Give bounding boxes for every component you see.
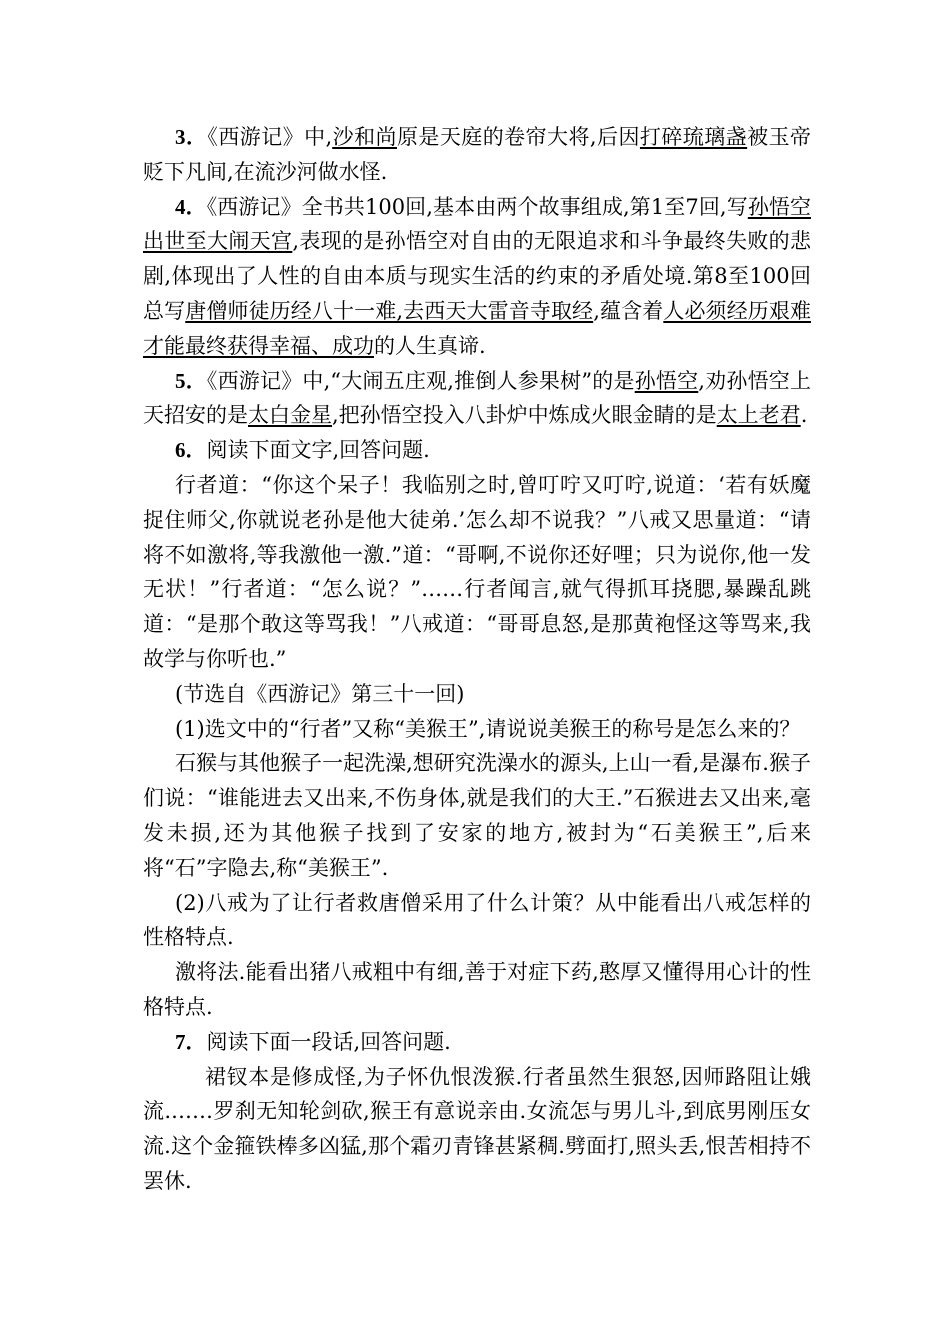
question-number: 7． — [175, 1029, 207, 1054]
answer-blank: 唐僧师徒历经八十一难,去西天大雷音寺取经 — [185, 298, 594, 323]
answer-blank: 太上老君 — [716, 403, 801, 428]
question-6-sub2-question: (2)八戒为了让行者救唐僧采用了什么计策？从中能看出八戒怎样的性格特点. — [143, 890, 811, 950]
answer-blank: 人必须经历艰难才能最终获得幸福、成功 — [143, 298, 812, 358]
answer-blank: 沙和尚 — [332, 125, 397, 149]
question-6-sub2-answer: 激将法.能看出猪八戒粗中有细,善于对症下药,憨厚又懂得用心计的性格特点. — [143, 960, 811, 1019]
document-content — [143, 120, 811, 1199]
question-7-passage: 裙钗本是修成怪,为子怀仇恨泼猴.行者虽然生狠怒,因师路阻让娥流.……罗刹无知轮剑砍,猴王有意说亲由.女流怎与男儿斗,到底男刚压女流.这个金箍铁棒多凶猛,那个霜刃青锋甚紧稠.劈面打,照头丢,恨苦相持不罢休. — [143, 1064, 811, 1193]
question-3: 3．《西游记》中,沙和尚原是天庭的卷帘大将,后因打碎琉璃盏被玉帝贬下凡间,在流沙河做水怪. — [143, 125, 812, 184]
question-6-prompt: 6．阅读下面文字,回答问题. — [175, 438, 430, 463]
answer-blank: 太白金星 — [248, 403, 332, 428]
question-6-passage: 行者道：“你这个呆子！我临别之时,曾叮咛又叮咛,说道：‘若有妖魔捉住师父,你就说老孙是他大徒弟.’怎么却不说我？”八戒又思量道：“请将不如激将,等我激他一激.”道：“哥啊,不说你还好哩；只为说你,他一发无状！”行者道：“怎么说？”……行者闻言,就气得抓耳挠腮,暴躁乱跳道：“是那个敢这等骂我！”八戒道：“哥哥息怒,是那黄袍怪这等骂来,我故学与你听也.” — [143, 472, 811, 671]
question-6-sub1-question: (1)选文中的“行者”又称“美猴王”,请说说美猴王的称号是怎么来的？ — [175, 716, 801, 741]
question-4: 4．《西游记》全书共100回,基本由两个故事组成,第1至7回,写孙悟空出世至大闹天宫,表现的是孙悟空对自由的无限追求和斗争最终失败的悲剧,体现出了人性的自由本质与现实生活的约束的矛盾处境.第8至100回总写唐僧师徒历经八十一难,去西天大雷音寺取经,蕴含着人必须经历艰难才能最终获得幸福、成功的人生真谛. — [143, 194, 812, 358]
answer-blank: 孙悟空 — [634, 368, 699, 393]
question-number: 6． — [175, 438, 207, 463]
question-number: 4． — [175, 194, 207, 219]
answer-blank: 打碎琉璃盏 — [639, 125, 748, 149]
question-6-source: (节选自《西游记》第三十一回) — [175, 681, 465, 706]
question-6-sub1-answer: 石猴与其他猴子一起洗澡,想研究洗澡水的源头,上山一看,是瀑布.猴子们说：“谁能进去又出来,不伤身体,就是我们的大王.”石猴进去又出来,毫发未损,还为其他猴子找到了安家的地方,被封为“石美猴王”,后来将“石”字隐去,称“美猴王”. — [143, 751, 811, 880]
question-7-prompt: 7．阅读下面一段话,回答问题. — [175, 1029, 451, 1054]
answer-blank: 孙悟空出世至大闹天宫 — [143, 194, 812, 254]
question-number: 3． — [175, 125, 208, 149]
question-5: 5．《西游记》中,“大闹五庄观,推倒人参果树”的是孙悟空,劝孙悟空上天招安的是太白金星,把孙悟空投入八卦炉中炼成火眼金睛的是太上老君. — [143, 368, 811, 428]
question-number: 5． — [175, 368, 207, 393]
